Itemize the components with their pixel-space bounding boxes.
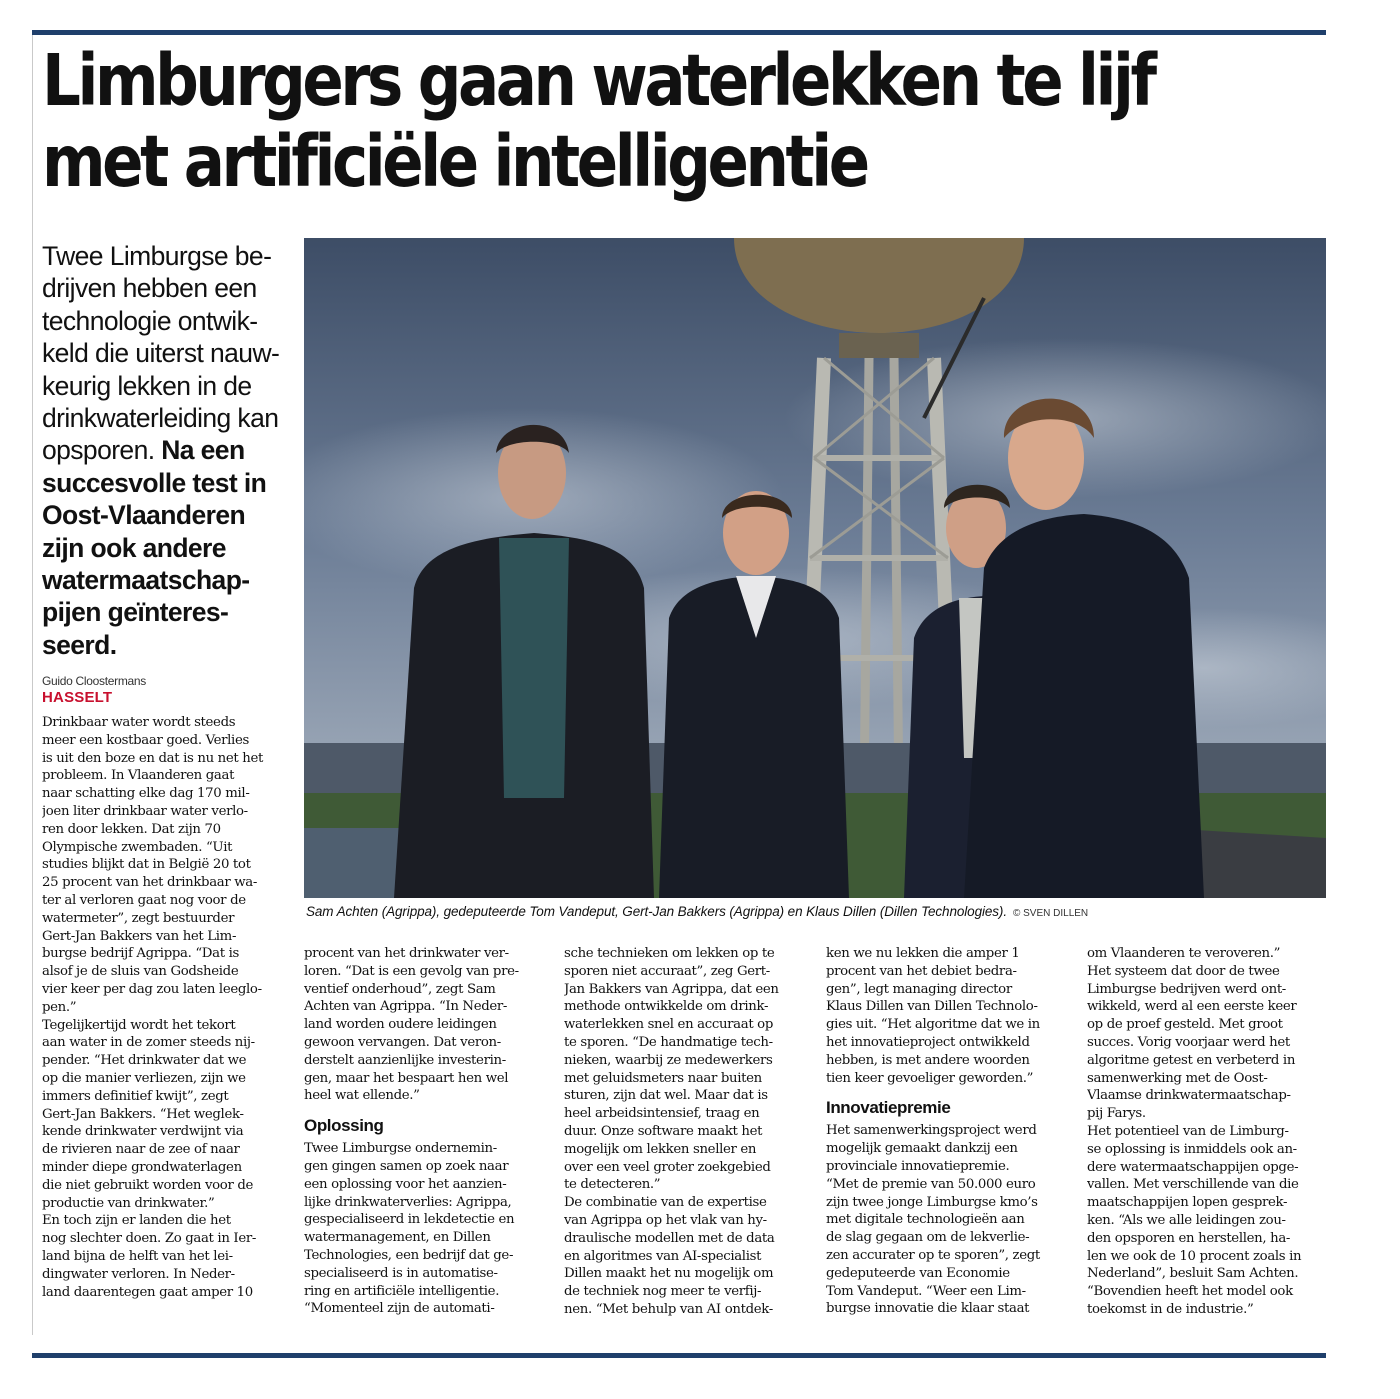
text-line: gedeputeerde van Economie bbox=[826, 1265, 1010, 1281]
text-line: Twee Limburgse ondernemin- bbox=[304, 1141, 497, 1157]
text-line: Klaus Dillen van Dillen Technolo- bbox=[826, 999, 1038, 1015]
dateline: HASSELT bbox=[42, 689, 113, 706]
text-line: pen.” bbox=[42, 999, 77, 1015]
text-line: Olympische zwembaden. “Uit bbox=[42, 839, 233, 855]
text-line: procent van het drinkwater ver- bbox=[304, 946, 509, 961]
text-line: kende drinkwater verdwijnt via bbox=[42, 1124, 244, 1140]
text-line: dere watermaatschappijen opge- bbox=[1087, 1159, 1299, 1175]
text-line: over een veel groter zoekgebied bbox=[564, 1159, 771, 1175]
text-line: op de proef gesteld. Met groot bbox=[1087, 1017, 1283, 1033]
text-line: nen. “Met behulp van AI ontdek- bbox=[564, 1301, 773, 1317]
lead-line: keld die uiterst nauw- bbox=[42, 338, 280, 369]
photo-illustration bbox=[304, 238, 1326, 898]
text-line: is uit den boze en dat is nu net het bbox=[42, 750, 263, 766]
text-line: den opsporen en herstellen, ha- bbox=[1087, 1230, 1291, 1246]
text-line: vallen. Met verschillende van die bbox=[1087, 1177, 1299, 1193]
article-column-1 bbox=[42, 714, 280, 1301]
text-line: 25 procent van het drinkbaar wa- bbox=[42, 875, 257, 891]
text-line: loren. “Dat is een gevolg van pre- bbox=[304, 963, 519, 979]
text-line: ring en artificiële intelligentie. bbox=[304, 1283, 500, 1299]
lead-line-bold: pijen geïnteres- bbox=[42, 597, 229, 628]
column-2-text-b bbox=[304, 1140, 542, 1318]
text-line: lijke drinkwaterverlies: Agrippa, bbox=[304, 1194, 512, 1210]
subheading-innovatiepremie: Innovatiepremie bbox=[826, 1098, 951, 1118]
text-line: te detecteren.” bbox=[564, 1177, 661, 1193]
text-line: zijn twee jonge Limburgse kmo’s bbox=[826, 1194, 1038, 1210]
text-line: burgse innovatie die klaar staat bbox=[826, 1301, 1030, 1317]
text-line: ken. “Als we alle leidingen zou- bbox=[1087, 1212, 1286, 1228]
text-line: nieken, waarbij ze medewerkers bbox=[564, 1052, 773, 1068]
text-line: Nederland”, besluit Sam Achten. bbox=[1087, 1266, 1299, 1282]
text-line: samenwerking met de Oost- bbox=[1087, 1070, 1268, 1086]
lead-line-bold: watermaatschap- bbox=[42, 565, 250, 596]
text-line: Achten van Agrippa. “In Neder- bbox=[304, 999, 508, 1015]
text-line: joen liter drinkbaar water verlo- bbox=[42, 803, 248, 819]
text-line: met geluidsmeters naar buiten bbox=[564, 1070, 762, 1086]
text-line: zen accurater op te sporen”, zegt bbox=[826, 1247, 1040, 1263]
article-column-2 bbox=[304, 945, 542, 1318]
text-line: ren door lekken. Dat zijn 70 bbox=[42, 821, 221, 837]
lead-line: drinkwaterleiding kan bbox=[42, 403, 279, 434]
text-line: pij Farys. bbox=[1087, 1106, 1146, 1122]
text-line: de slag gegaan om de lekverlie- bbox=[826, 1230, 1030, 1246]
text-line: land daarentegen gaat amper 10 bbox=[42, 1284, 253, 1300]
text-line: Dillen maakt het nu mogelijk om bbox=[564, 1266, 774, 1282]
lead-line: drijven hebben een bbox=[42, 273, 257, 304]
byline: Guido Cloostermans bbox=[42, 674, 146, 688]
text-line: om Vlaanderen te veroveren.” bbox=[1087, 946, 1281, 961]
text-line: Drinkbaar water wordt steeds bbox=[42, 715, 236, 730]
text-line: De combinatie van de expertise bbox=[564, 1195, 767, 1211]
text-line: procent van het debiet bedra- bbox=[826, 963, 1017, 979]
lead-line-bold: seerd. bbox=[42, 629, 117, 660]
left-column-border bbox=[32, 35, 33, 1335]
lead-paragraph bbox=[42, 240, 287, 661]
text-line: van Agrippa op het vlak van hy- bbox=[564, 1212, 767, 1228]
text-line: op die manier verliezen, zijn we bbox=[42, 1070, 246, 1086]
text-line: derstelt aanzienlijke investerin- bbox=[304, 1052, 506, 1068]
text-line: gies uit. “Het algoritme dat we in bbox=[826, 1017, 1040, 1033]
text-line: Gert-Jan Bakkers. “Het weglek- bbox=[42, 1106, 244, 1122]
text-line: Gert-Jan Bakkers van het Lim- bbox=[42, 928, 237, 944]
lead-line: technologie ontwik- bbox=[42, 305, 258, 336]
text-line: “Momenteel zijn de automati- bbox=[304, 1301, 495, 1317]
text-line: heel wat ellende.” bbox=[304, 1088, 420, 1104]
text-line: immers definitief kwijt”, zegt bbox=[42, 1088, 229, 1104]
text-line: mogelijk om lekken sneller en bbox=[564, 1141, 757, 1157]
text-line: en algoritmes van AI-specialist bbox=[564, 1248, 762, 1264]
text-line: tien keer gevoeliger geworden.” bbox=[826, 1070, 1034, 1086]
text-line: productie van drinkwater.” bbox=[42, 1195, 215, 1211]
lead-line: keurig lekken in de bbox=[42, 370, 252, 401]
text-line: Jan Bakkers van Agrippa, dat een bbox=[564, 981, 779, 997]
text-line: ventief onderhoud”, zegt Sam bbox=[304, 981, 496, 997]
lead-line-bold: zijn ook andere bbox=[42, 532, 226, 563]
article-column-3 bbox=[564, 945, 804, 1319]
text-line: waterlekken snel en accuraat op bbox=[564, 1017, 774, 1033]
headline-line-2: met artificiële intelligentie bbox=[42, 120, 867, 203]
text-line: gen”, legt managing director bbox=[826, 981, 1012, 997]
text-line: Tom Vandeput. “Weer een Lim- bbox=[826, 1283, 1026, 1299]
text-line: minder diepe grondwaterlagen bbox=[42, 1159, 242, 1175]
article-column-4 bbox=[826, 945, 1064, 1318]
text-line: naar schatting elke dag 170 mil- bbox=[42, 786, 250, 802]
text-line: provinciale innovatiepremie. bbox=[826, 1158, 1010, 1174]
text-line: toekomst in de industrie.” bbox=[1087, 1301, 1254, 1317]
text-line: een oplossing voor het aanzien- bbox=[304, 1176, 507, 1192]
text-line: wikkeld, werd al een eerste keer bbox=[1087, 999, 1297, 1015]
article-photo bbox=[304, 238, 1326, 898]
text-line: de rivieren naar de zee of naar bbox=[42, 1142, 240, 1158]
text-line: ter al verloren gaat nog voor de bbox=[42, 892, 246, 908]
text-line: het innovatieproject ontwikkeld bbox=[826, 1034, 1030, 1050]
text-line: En toch zijn er landen die het bbox=[42, 1213, 231, 1229]
caption-text: Sam Achten (Agrippa), gedeputeerde Tom Vandeput, Gert-Jan Bakkers (Agrippa) en Klaus Dillen (Dillen Technologies). bbox=[306, 904, 1007, 919]
text-line: de techniek nog meer te verfij- bbox=[564, 1284, 762, 1300]
text-line: alsof je de sluis van Godsheide bbox=[42, 964, 239, 980]
text-line: land worden oudere leidingen bbox=[304, 1017, 497, 1033]
text-line: nog slechter doen. Zo gaat in Ier- bbox=[42, 1231, 256, 1247]
bottom-rule bbox=[32, 1353, 1326, 1358]
text-line: studies blijkt dat in België 20 tot bbox=[42, 857, 251, 873]
text-line: vier keer per dag zou laten leeglo- bbox=[42, 981, 262, 997]
text-line: probleem. In Vlaanderen gaat bbox=[42, 768, 235, 784]
text-line: Het samenwerkingsproject werd bbox=[826, 1123, 1037, 1139]
text-line: se oplossing is inmiddels ook an- bbox=[1087, 1141, 1297, 1157]
text-line: mogelijk gemaakt dankzij een bbox=[826, 1141, 1018, 1157]
column-2-text-a bbox=[304, 945, 542, 1105]
text-line: gen gingen samen op zoek naar bbox=[304, 1158, 509, 1174]
text-line: land bijna de helft van het lei- bbox=[42, 1248, 233, 1264]
headline bbox=[42, 39, 1154, 203]
text-line: maatschappijen lopen gesprek- bbox=[1087, 1195, 1288, 1211]
lead-line: opsporen. Na een bbox=[42, 435, 245, 466]
lead-line-bold: Oost-Vlaanderen bbox=[42, 500, 246, 531]
text-line: aan water in de zomer steeds nij- bbox=[42, 1035, 255, 1051]
text-line: heel arbeidsintensief, traag en bbox=[564, 1106, 760, 1122]
text-line: ken we nu lekken die amper 1 bbox=[826, 946, 1020, 961]
text-line: Tegelijkertijd wordt het tekort bbox=[42, 1017, 236, 1033]
text-line: burgse bedrijf Agrippa. “Dat is bbox=[42, 946, 239, 962]
text-line: methode ontwikkelde om drink- bbox=[564, 999, 769, 1015]
text-line: dingwater verloren. In Neder- bbox=[42, 1266, 235, 1282]
text-line: specialiseerd is in automatise- bbox=[304, 1265, 498, 1281]
text-line: Vlaamse drinkwatermaatschap- bbox=[1087, 1088, 1291, 1104]
text-line: algoritme getest en verbeterd in bbox=[1087, 1052, 1296, 1068]
text-line: meer een kostbaar goed. Verlies bbox=[42, 732, 249, 748]
text-line: gen, maar het bespaart hen wel bbox=[304, 1070, 509, 1086]
text-line: Het systeem dat door de twee bbox=[1087, 963, 1280, 979]
text-line: sche technieken om lekken op te bbox=[564, 946, 775, 961]
lead-line-bold: succesvolle test in bbox=[42, 467, 267, 498]
text-line: gespecialiseerd in lekdetectie en bbox=[304, 1212, 515, 1228]
text-line: len we ook de 10 procent zoals in bbox=[1087, 1248, 1302, 1264]
text-line: watermanagement, en Dillen bbox=[304, 1230, 491, 1246]
text-line: draulische modellen met de data bbox=[564, 1230, 775, 1246]
text-line: pender. “Het drinkwater dat we bbox=[42, 1053, 247, 1069]
subheading-oplossing: Oplossing bbox=[304, 1116, 384, 1136]
lead-line: Twee Limburgse be- bbox=[42, 241, 272, 271]
column-4-text-a bbox=[826, 945, 1064, 1087]
text-line: succes. Vorig voorjaar werd het bbox=[1087, 1034, 1290, 1050]
photo-caption bbox=[306, 904, 1088, 919]
text-line: met digitale technologieën aan bbox=[826, 1212, 1025, 1228]
top-rule bbox=[32, 30, 1326, 35]
text-line: “Met de premie van 50.000 euro bbox=[826, 1176, 1036, 1192]
text-line: gewoon vervangen. Dat veron- bbox=[304, 1034, 501, 1050]
column-4-text-b bbox=[826, 1122, 1064, 1318]
text-line: Technologies, een bedrijf dat ge- bbox=[304, 1247, 514, 1263]
text-line: te sporen. “De handmatige tech- bbox=[564, 1034, 773, 1050]
text-line: Het potentieel van de Limburg- bbox=[1087, 1123, 1289, 1139]
photo-credit: © SVEN DILLEN bbox=[1012, 908, 1089, 919]
text-line: duur. Onze software maakt het bbox=[564, 1123, 763, 1139]
text-line: sporen niet accuraat”, zeg Gert- bbox=[564, 963, 770, 979]
text-line: watermeter”, zegt bestuurder bbox=[42, 910, 235, 926]
article-column-5 bbox=[1087, 945, 1327, 1319]
text-line: hebben, is met andere woorden bbox=[826, 1052, 1030, 1068]
text-line: “Bovendien heeft het model ook bbox=[1087, 1284, 1293, 1300]
text-line: sturen, zijn dat wel. Maar dat is bbox=[564, 1088, 768, 1104]
text-line: die niet gebruikt worden voor de bbox=[42, 1177, 254, 1193]
headline-line-1: Limburgers gaan waterlekken te lijf bbox=[42, 39, 1154, 122]
text-line: Limburgse bedrijven werd ont- bbox=[1087, 981, 1286, 997]
